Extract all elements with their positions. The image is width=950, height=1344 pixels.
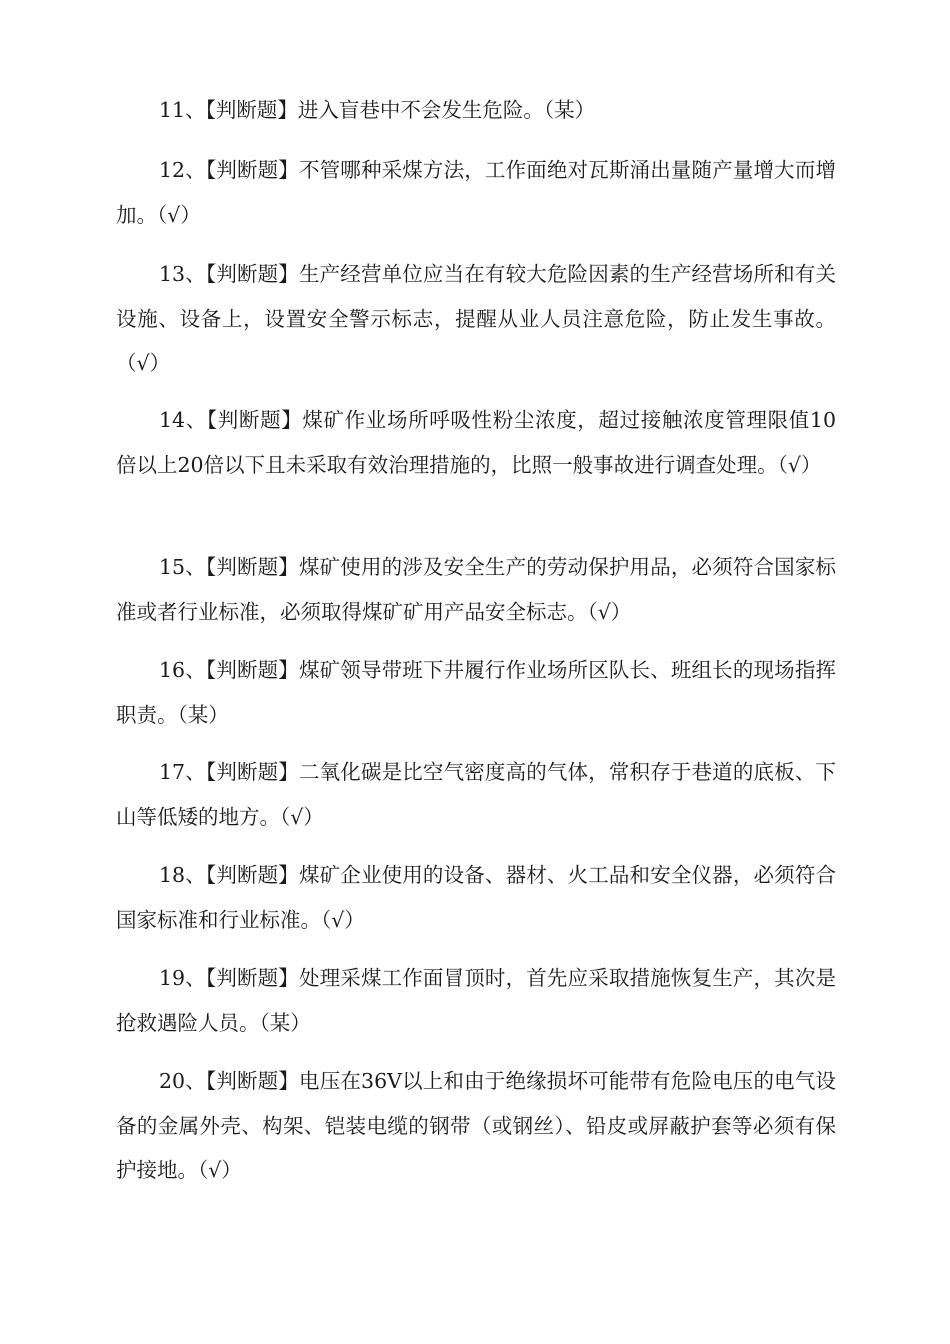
question-item: 19、【判断题】处理采煤工作面冒顶时，首先应采取措施恢复生产，其次是抢救遇险人员。（某）: [116, 966, 836, 1035]
question-item: 14、【判断题】煤矿作业场所呼吸性粉尘浓度，超过接触浓度管理限值10倍以上20倍以下且未采取有效治理措施的，比照一般事故进行调查处理。（√）: [116, 408, 836, 477]
question-item: 13、【判断题】生产经营单位应当在有较大危险因素的生产经营场所和有关设施、设备上，设置安全警示标志，提醒从业人员注意危险，防止发生事故。（√）: [116, 262, 836, 375]
question-item: 17、【判断题】二氧化碳是比空气密度高的气体，常积存于巷道的底板、下山等低矮的地方。（√）: [116, 760, 836, 829]
question-item: 15、【判断题】煤矿使用的涉及安全生产的劳动保护用品，必须符合国家标准或者行业标准，必须取得煤矿矿用产品安全标志。（√）: [116, 555, 836, 624]
question-item: 12、【判断题】不管哪种采煤方法，工作面绝对瓦斯涌出量随产量增大而增加。（√）: [116, 158, 836, 227]
question-item: 16、【判断题】煤矿领导带班下井履行作业场所区队长、班组长的现场指挥职责。（某）: [116, 658, 836, 727]
question-item: 20、【判断题】电压在36V以上和由于绝缘损坏可能带有危险电压的电气设备的金属外壳、构架、铠装电缆的钢带（或钢丝）、铅皮或屏蔽护套等必须有保护接地。（√）: [116, 1069, 836, 1182]
question-item: 18、【判断题】煤矿企业使用的设备、器材、火工品和安全仪器，必须符合国家标准和行业标准。（√）: [116, 863, 836, 932]
question-item: 11、【判断题】进入盲巷中不会发生危险。（某）: [159, 98, 596, 122]
